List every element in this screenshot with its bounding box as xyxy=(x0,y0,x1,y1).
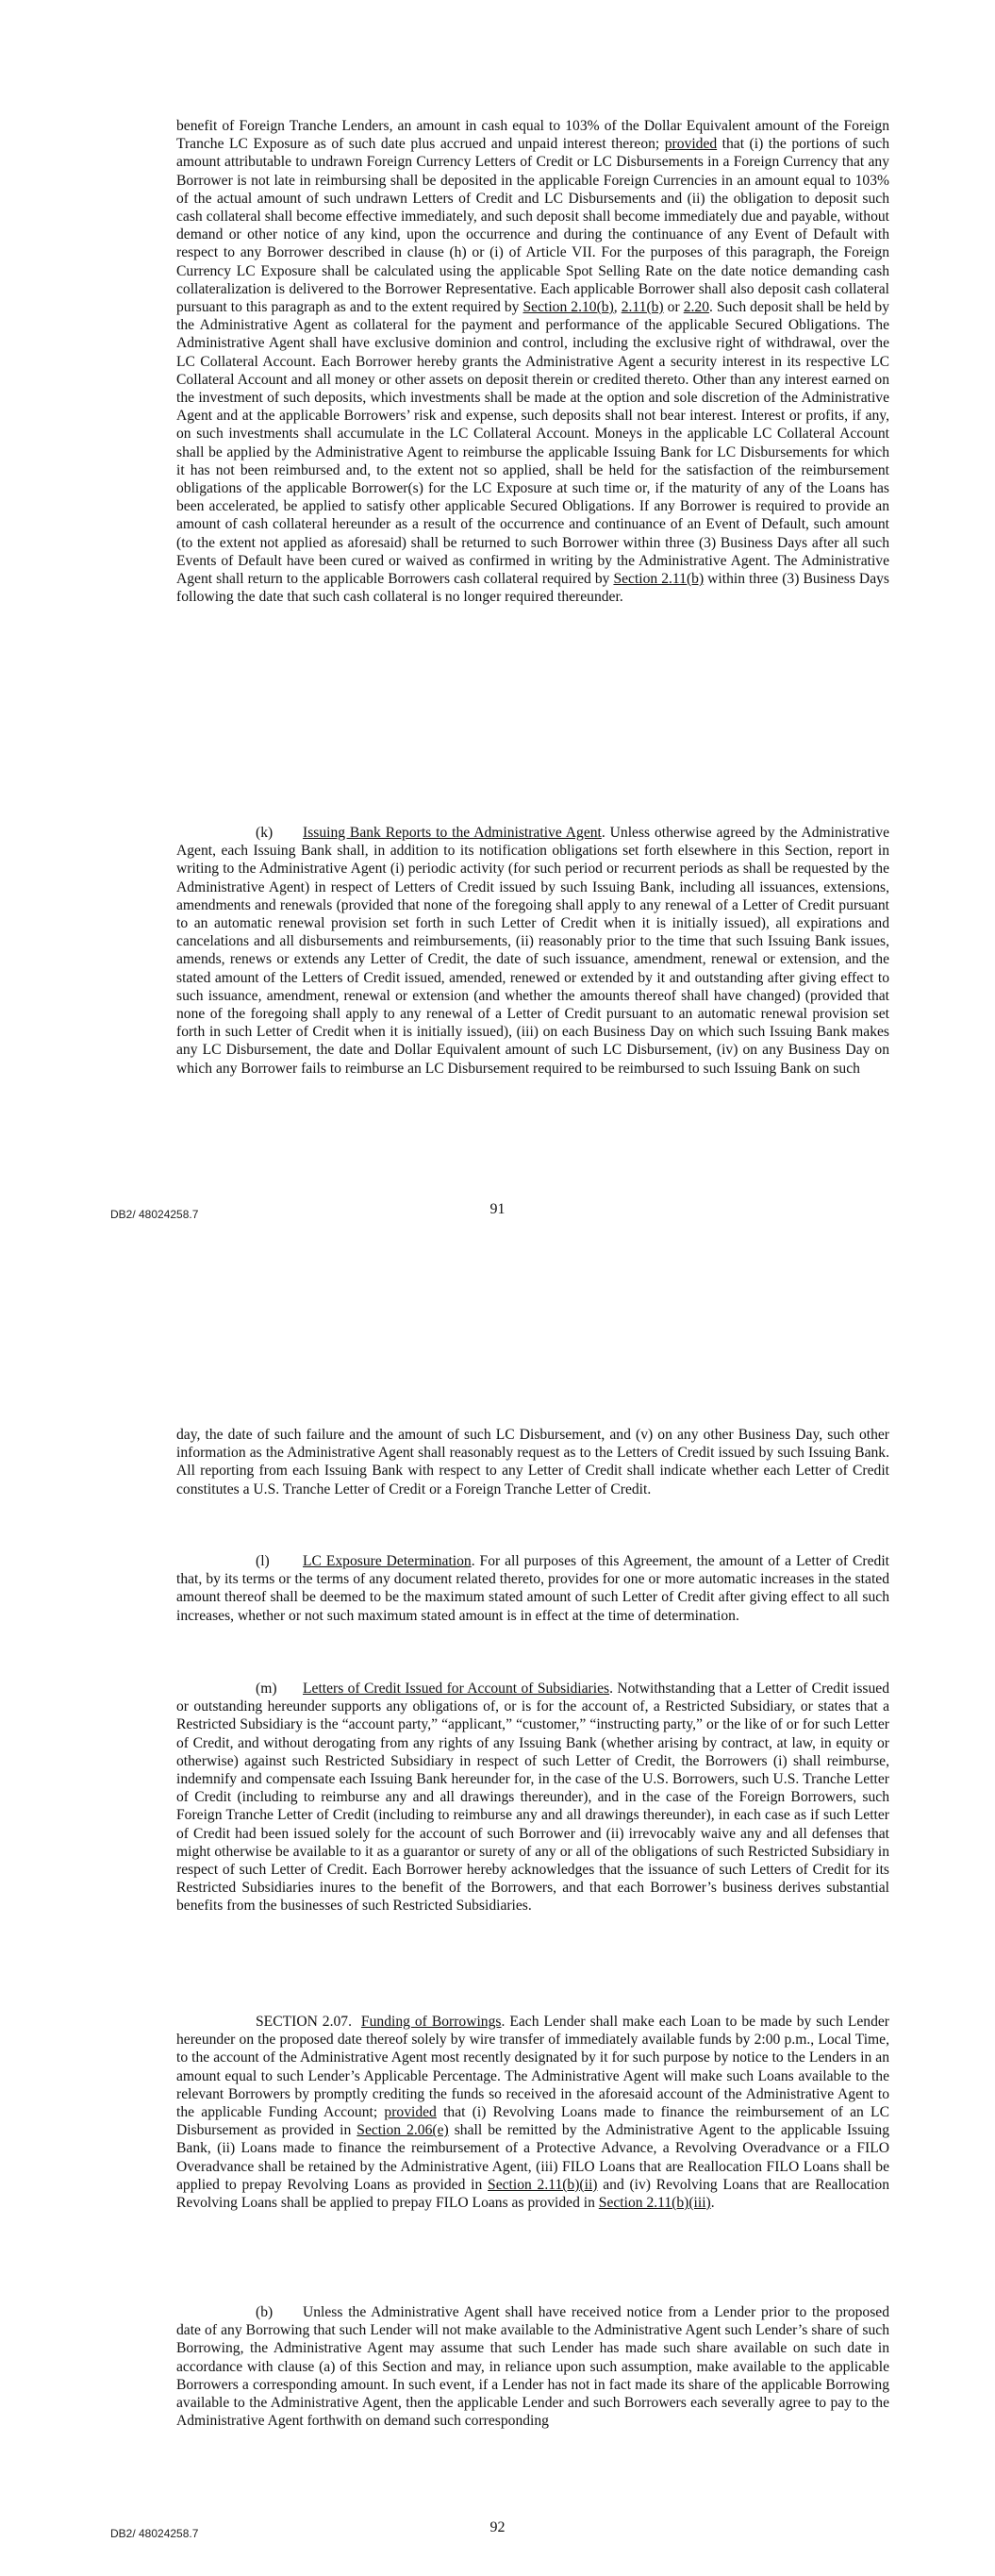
clause-label-m: (m) xyxy=(256,1681,277,1697)
page-number: 91 xyxy=(489,1201,506,1217)
section-ref-2-11-b-second: Section 2.11(b) xyxy=(613,571,705,588)
document-page-91 xyxy=(0,0,995,1264)
clause-label-l: (l) xyxy=(256,1553,270,1569)
paragraph-b-funding-assumption: (b) Unless the Administrative Agent shall have received notice from a Lender prior to the proposed date of any Borrowing that such Lender will not make available to the Administrative Agent such Lender’s share of such Borrowing, the Administrative Agent may assume that such Lender has made such share available on such date in accordance with clause (a) of this Section and may, in reliance upon such assumption, make available to the applicable Borrowers a corresponding amount. In such event, if a Lender has not in fact made its share of the applicable Borrowing available to the Administrative Agent, then the applicable Lender and such Borrowers each severally agree to pay to the Administrative Agent forthwith on demand such corresponding xyxy=(176,2304,889,2430)
clause-heading-k: Issuing Bank Reports to the Administrative Agent xyxy=(303,825,602,841)
document-id-footer: DB2/ 48024258.7 xyxy=(110,2527,199,2540)
page-number: 92 xyxy=(489,2519,506,2535)
paragraph-k-continued: day, the date of such failure and the amount of such LC Disbursement, and (v) on any other Business Day, such other information as the Administrative Agent shall reasonably request as to the Letters of Credit issued by such Issuing Bank. All reporting from each Issuing Bank with respect to any Letter of Credit shall indicate whether each Letter of Credit constitutes a U.S. Tranche Letter of Credit or a Foreign Tranche Letter of Credit. xyxy=(176,1427,889,1497)
provided-term: provided xyxy=(384,2104,437,2121)
section-ref-2-11-b-iii: Section 2.11(b)(iii) xyxy=(598,2195,711,2212)
paragraph-m-subsidiaries: (m) Letters of Credit Issued for Account of Subsidiaries. Notwithstanding that a Letter of Credit issued or outstanding hereunder supports any obligations of, or is for the account of, a Restricted Subsidiary, or states that a Restricted Subsidiary is the “account party,” “applicant,” “customer,” “instructing party,” or the like of or for such Letter of Credit, and without derogating from any rights of any Issuing Bank (whether arising by contract, at law, in equity or otherwise) against such Restricted Subsidiary in respect of such Letter of Credit, the Borrowers (i) shall reimburse, indemnify and compensate each Issuing Bank hereunder for, in the case of the U.S. Borrowers, such U.S. Tranche Letter of Credit (including to reimburse any and all drawings thereunder), and in the case of the Foreign Borrowers, such Foreign Tranche Letter of Credit (including to reimburse any and all drawings thereunder), in each case as if such Letter of Credit had been issued solely for the account of such Borrower and (ii) irrevocably waive any and all defenses that might otherwise be available to it as a guarantor or surety of any or all of the obligations of such Restricted Subsidiary in respect of such Letter of Credit. Each Borrower hereby acknowledges that the issuance of such Letters of Credit for its Restricted Subsidiaries inures to the benefit of the Borrowers, and that each Borrower’s business derives substantial benefits from the businesses of such Restricted Subsidiaries. xyxy=(176,1681,890,1915)
document-id-footer: DB2/ 48024258.7 xyxy=(110,1208,199,1221)
provided-term: provided xyxy=(664,136,718,153)
section-label-2-07: SECTION 2.07. xyxy=(256,2014,352,2030)
clause-label-b: (b) xyxy=(256,2304,274,2320)
section-ref-2-20: 2.20 xyxy=(683,299,710,316)
section-ref-2-11-b: 2.11(b) xyxy=(621,299,664,316)
paragraph-k-issuing-bank-reports: (k) Issuing Bank Reports to the Administrative Agent. Unless otherwise agreed by the Administrative Agent, each Issuing Bank shall, in addition to its notification obligations set forth elsewhere in this Section, report in writing to the Administrative Agent (i) periodic activity (for such period or recurrent periods as shall be requested by the Administrative Agent) in respect of Letters of Credit issued by such Issuing Bank, including all issuances, extensions, amendments and renewals (provided that none of the foregoing shall apply to any renewal of a Letter of Credit pursuant to an automatic renewal provision set forth in such Letter of Credit when it is initially issued), all expirations and cancelations and all disbursements and reimbursements, (ii) reasonably prior to the time that such Issuing Bank issues, amends, renews or extends any Letter of Credit, the date of such issuance, amendment, renewal or extension, and the stated amount of the Letters of Credit issued, amended, renewed or extended by it and outstanding after giving effect to such issuance, amendment, renewal or extension (and whether the amounts thereof shall have changed) (provided that none of the foregoing shall apply to any renewal of a Letter of Credit pursuant to an automatic renewal provision set forth in such Letter of Credit when it is initially issued), (iii) on each Business Day on which such Issuing Bank makes any LC Disbursement, the date and Dollar Equivalent amount of such LC Disbursement, (iv) on any Business Day on which any Borrower fails to reimburse an LC Disbursement required to be reimbursed to such Issuing Bank on such xyxy=(176,825,890,1077)
section-ref-2-11-b-ii: Section 2.11(b)(ii) xyxy=(488,2176,598,2193)
section-heading-2-07: Funding of Borrowings xyxy=(360,2014,502,2030)
paragraph-l-lc-exposure: (l) LC Exposure Determination. For all purposes of this Agreement, the amount of a Letter of Credit that, by its terms or the terms of any document related thereto, provides for one or more automatic increases in the stated amount thereof shall be deemed to be the maximum stated amount of such Letter of Credit after giving effect to all such increases, whether or not such maximum stated amount is in effect at the time of determination. xyxy=(176,1553,890,1624)
clause-label-k: (k) xyxy=(256,825,274,841)
section-ref-2-10-b: Section 2.10(b) xyxy=(522,299,614,316)
document-page-92 xyxy=(0,1264,995,2576)
section-ref-2-06-e: Section 2.06(e) xyxy=(357,2122,449,2139)
paragraph-section-2-07: SECTION 2.07. Funding of Borrowings. Each Lender shall make each Loan to be made by such Lender hereunder on the proposed date thereof solely by wire transfer of immediately available funds by 2:00 p.m., Local Time, to the account of the Administrative Agent most recently designated by it for such purpose by notice to the Lenders in an amount equal to such Lender’s Applicable Percentage. The Administrative Agent will make such Loans available to the relevant Borrowers by promptly crediting the funds so received in the aforesaid account of the Administrative Agent to the applicable Funding Account; provided that (i) Revolving Loans made to finance the reimbursement of an LC Disbursement as provided in Section 2.06(e) shall be remitted by the Administrative Agent to the applicable Issuing Bank, (ii) Loans made to finance the reimbursement of a Protective Advance, a Revolving Overadvance or a FILO Overadvance shall be retained by the Administrative Agent, (iii) FILO Loans that are Reallocation FILO Loans shall be applied to prepay Revolving Loans as provided in Section 2.11(b)(ii) and (iv) Revolving Loans that are Reallocation Revolving Loans shall be applied to prepay FILO Loans as provided in Section 2.11(b)(iii). xyxy=(176,2014,890,2212)
paragraph-cash-collateral-continued: benefit of Foreign Tranche Lenders, an amount in cash equal to 103% of the Dollar Equivalent amount of the Foreign Tranche LC Exposure as of such date plus accrued and unpaid interest thereon; provided that (i) the portions of such amount attributable to undrawn Foreign Currency Letters of Credit or LC Disbursements in a Foreign Currency that any Borrower is not late in reimbursing shall be deposited in the applicable Foreign Currencies in an amount equal to 103% of the actual amount of such undrawn Letters of Credit and LC Disbursements and (ii) the obligation to deposit such cash collateral shall become effective immediately, and such deposit shall become immediately due and payable, without demand or other notice of any kind, upon the occurrence and during the continuance of any Event of Default with respect to any Borrower described in clause (h) or (i) of Article VII. For the purposes of this paragraph, the Foreign Currency LC Exposure shall be calculated using the applicable Spot Selling Rate on the date notice demanding cash collateralization is delivered to the Borrower Representative. Each applicable Borrower shall also deposit cash collateral pursuant to this paragraph as and to the extent required by Section 2.10(b), 2.11(b) or 2.20. Such deposit shall be held by the Administrative Agent as collateral for the payment and performance of the applicable Secured Obligations. The Administrative Agent shall have exclusive dominion and control, including the exclusive right of withdrawal, over the LC Collateral Account. Each Borrower hereby grants the Administrative Agent a security interest in its respective LC Collateral Account and all money or other assets on deposit therein or credited thereto. Other than any interest earned on the investment of such deposits, which investments shall be made at the option and sole discretion of the Administrative Agent and at the applicable Borrowers’ risk and expense, such deposits shall not bear interest. Interest or profits, if any, on such investments shall accumulate in the LC Collateral Account. Moneys in the applicable LC Collateral Account shall be applied by the Administrative Agent to reimburse the applicable Issuing Bank for LC Disbursements for which it has not been reimbursed and, to the extent not so applied, shall be held for the satisfaction of the reimbursement obligations of the applicable Borrower(s) for the LC Exposure at such time or, if the maturity of any of the Loans has been accelerated, be applied to satisfy other applicable Secured Obligations. If any Borrower is required to provide an amount of cash collateral hereunder as a result of the occurrence and continuance of an Event of Default, such amount (to the extent not applied as aforesaid) shall be returned to such Borrower within three (3) Business Days after all such Events of Default have been cured or waived as confirmed in writing by the Administrative Agent. The Administrative Agent shall return to the applicable Borrowers cash collateral required by Section 2.11(b) within three (3) Business Days following the date that such cash collateral is no longer required thereunder. xyxy=(176,118,890,606)
clause-heading-l: LC Exposure Determination xyxy=(303,1553,472,1569)
clause-heading-m: Letters of Credit Issued for Account of Subsidiaries xyxy=(303,1681,610,1697)
